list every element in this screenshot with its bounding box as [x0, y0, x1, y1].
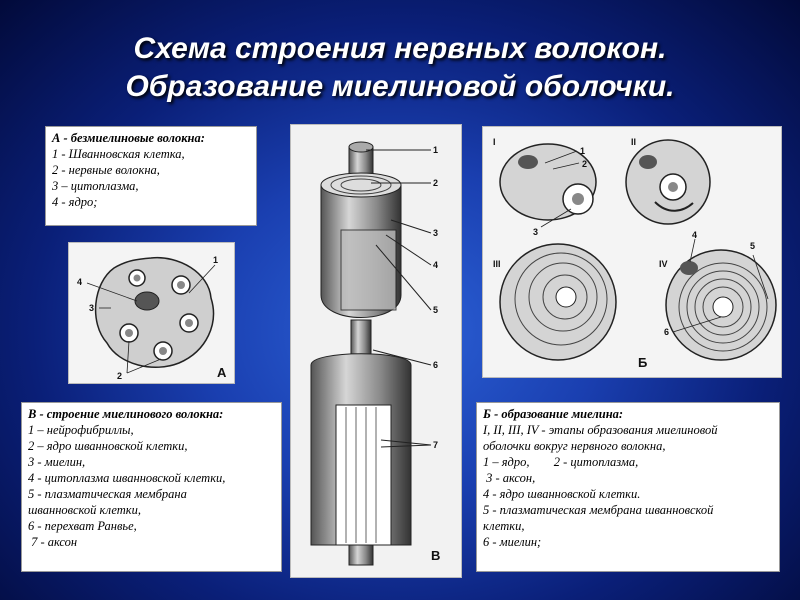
figure-a-letter: А	[217, 365, 227, 380]
legend-a-heading: А - безмиелиновые волокна:	[52, 131, 205, 145]
figure-a-drawing	[69, 243, 234, 383]
legend-v-item: 6 - перехват Ранвье,	[28, 519, 137, 533]
legend-a-item: 4 - ядро;	[52, 195, 98, 209]
figure-v-label: 7	[433, 440, 439, 450]
legend-b-item: 6 - миелин;	[483, 535, 542, 549]
legend-b-item: 2 - цитоплазма,	[553, 455, 639, 469]
legend-v-item: 7 - аксон	[28, 535, 78, 549]
legend-b-inline-row	[483, 454, 773, 470]
figure-b-stage: II	[631, 137, 637, 147]
figure-b-stage: IV	[659, 259, 668, 269]
legend-box-v	[21, 402, 282, 572]
legend-a-item: 1 - Шванновская клетка,	[52, 147, 185, 161]
legend-b-item: 5 - плазматическая мембрана шванновской	[483, 503, 714, 517]
figure-a-label: 3	[89, 303, 95, 313]
figure-v-letter: В	[431, 548, 441, 563]
legend-b-heading: Б - образование миелина:	[483, 407, 624, 421]
figure-v-label: 4	[433, 260, 439, 270]
legend-a-item: 2 - нервные волокна,	[52, 163, 160, 177]
figure-a-label: 2	[117, 371, 123, 381]
title-line-1: Схема строения нервных волокон.	[133, 32, 667, 65]
figure-v-label: 3	[433, 228, 439, 238]
figure-b-label: 3	[533, 227, 539, 237]
figure-b-label: 5	[750, 241, 756, 251]
legend-v-item: 4 - цитоплазма шванновской клетки,	[28, 471, 226, 485]
figure-b-label: 4	[692, 230, 698, 240]
figure-a-label: 1	[213, 255, 219, 265]
legend-a-item: 3 – цитоплазма,	[52, 179, 139, 193]
figure-v-label: 1	[433, 145, 439, 155]
figure-v-drawing	[291, 125, 461, 577]
figure-b-myelin-formation	[482, 126, 782, 378]
legend-b-item: клетки,	[483, 519, 525, 533]
legend-v-item: 1 – нейрофибриллы,	[28, 423, 134, 437]
figure-v-label: 2	[433, 178, 439, 188]
legend-b-item: 1 – ядро,	[483, 455, 530, 469]
legend-b-item: 4 - ядро шванновской клетки.	[483, 487, 641, 501]
legend-v-heading: В - строение миелинового волокна:	[28, 407, 224, 421]
figure-a-unmyelinated-fibers	[68, 242, 235, 384]
figure-v-label: 6	[433, 360, 439, 370]
legend-box-a	[45, 126, 257, 226]
slide-title	[0, 30, 800, 106]
figure-a-label: 4	[77, 277, 83, 287]
figure-b-stage: I	[493, 137, 496, 147]
legend-v-item: 3 - миелин,	[28, 455, 86, 469]
figure-b-label: 1	[580, 146, 586, 156]
legend-v-item: 5 - плазматическая мембрана	[28, 487, 187, 501]
figure-b-drawing	[483, 127, 781, 377]
figure-v-label: 5	[433, 305, 439, 315]
title-line-2: Образование миелиновой оболочки.	[125, 70, 675, 103]
figure-b-label: 6	[664, 327, 670, 337]
legend-b-item: I, II, III, IV - этапы образования миелиновой	[483, 423, 718, 437]
legend-b-item: оболочки вокруг нервного волокна,	[483, 439, 666, 453]
figure-b-letter: Б	[638, 355, 648, 370]
figure-b-stage: III	[493, 259, 501, 269]
legend-box-b	[476, 402, 780, 572]
legend-b-item: 3 - аксон,	[483, 471, 536, 485]
figure-v-myelinated-fiber	[290, 124, 462, 578]
legend-v-item: шванновской клетки,	[28, 503, 141, 517]
figure-b-label: 2	[582, 159, 588, 169]
legend-v-item: 2 – ядро шванновской клетки,	[28, 439, 188, 453]
